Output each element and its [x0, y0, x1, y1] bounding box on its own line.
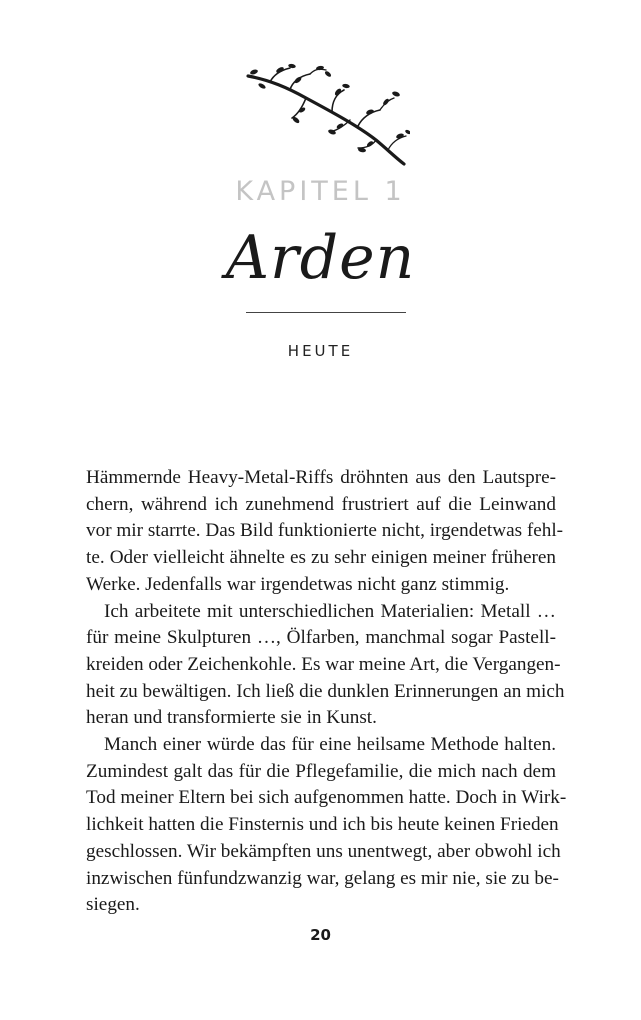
text-line: Zumindest galt das für die Pflegefamilie, die mich nach dem: [86, 760, 556, 782]
text-line: heran und transformierte sie in Kunst.: [86, 707, 377, 729]
text-line: inzwischen fünfundzwanzig war, gelang es mir nie, sie zu be-: [86, 867, 559, 889]
text-line: geschlossen. Wir bekämpften uns unentwegt, aber obwohl ich: [86, 840, 561, 862]
text-line: siegen.: [86, 894, 140, 916]
title-divider: [246, 312, 406, 313]
text-line: Werke. Jedenfalls war irgendetwas nicht ganz stimmig.: [86, 573, 510, 595]
chapter-title: Arden: [225, 223, 416, 293]
paragraph: [86, 465, 564, 599]
branch-with-leaves-icon: [240, 62, 410, 167]
text-line: kreiden oder Zeichenkohle. Es war meine Art, die Vergangen-: [86, 653, 561, 675]
text-line: chern, während ich zunehmend frustriert auf die Leinwand: [86, 493, 556, 515]
text-line: Tod meiner Eltern bei sich aufgenommen hatte. Doch in Wirk-: [86, 787, 567, 809]
body-text: [86, 465, 567, 919]
text-line: vor mir starrte. Das Bild funktionierte nicht, irgendetwas fehl-: [86, 520, 564, 542]
text-line: für meine Skulpturen …, Ölfarben, manchmal sogar Pastell-: [86, 627, 556, 649]
paragraph: [86, 732, 567, 919]
page-number: 20: [310, 926, 331, 944]
text-line: Hämmernde Heavy-Metal-Riffs dröhnten aus den Lautspre-: [86, 467, 556, 488]
text-line: Ich arbeitete mit unterschiedlichen Materialien: Metall …: [104, 600, 556, 622]
text-line: te. Oder vielleicht ähnelte es zu sehr einigen meiner früheren: [86, 547, 556, 569]
paragraph: [86, 599, 565, 733]
chapter-label: KAPITEL 1: [235, 176, 406, 207]
chapter-subtitle: HEUTE: [287, 342, 354, 360]
text-line: heit zu bewältigen. Ich ließ die dunklen Erinnerungen an mich: [86, 680, 565, 702]
text-line: lichkeit hatten die Finsternis und ich bis heute keinen Frieden: [86, 814, 559, 836]
text-line: Manch einer würde das für eine heilsame Methode halten.: [104, 734, 556, 756]
